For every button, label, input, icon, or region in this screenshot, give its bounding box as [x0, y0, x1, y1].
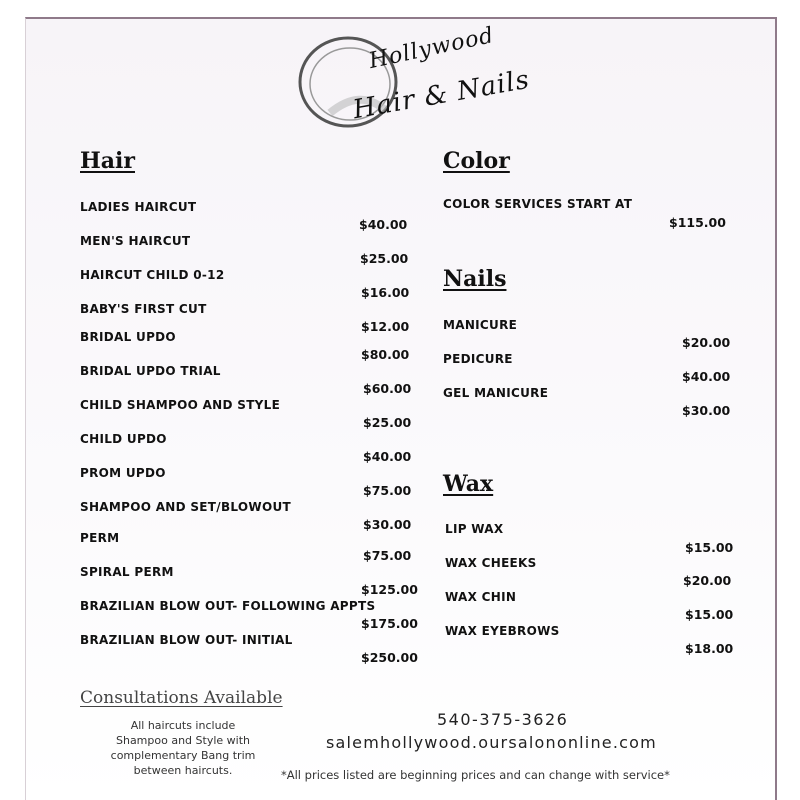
nails-heading: Nails — [443, 266, 507, 292]
haircut-note — [88, 718, 278, 778]
logo-line-1: Hollywood — [366, 23, 497, 74]
nails-service-price: $20.00 — [682, 335, 731, 350]
consultations-heading: Consultations Available — [80, 688, 283, 708]
hair-service-name: LADIES HAIRCUT — [80, 200, 197, 214]
color-service-name: COLOR SERVICES START AT — [443, 197, 633, 211]
wax-service-name: WAX EYEBROWS — [445, 624, 560, 638]
nails-service-name: MANICURE — [443, 318, 518, 332]
hair-service-price: $80.00 — [361, 347, 410, 362]
website-link[interactable]: salemhollywood.oursalononline.com — [326, 733, 657, 752]
wax-service-name: LIP WAX — [445, 522, 504, 536]
hair-service-name: BRAZILIAN BLOW OUT- INITIAL — [80, 633, 293, 647]
hair-service-name: CHILD SHAMPOO AND STYLE — [80, 398, 281, 412]
nails-service-name: GEL MANICURE — [443, 386, 549, 400]
wax-service-price: $18.00 — [685, 641, 734, 656]
hair-service-name: BRAZILIAN BLOW OUT- FOLLOWING APPTS — [80, 599, 376, 613]
hair-service-name: SHAMPOO AND SET/BLOWOUT — [80, 500, 291, 514]
hair-service-price: $30.00 — [363, 517, 412, 532]
hair-service-price: $60.00 — [363, 381, 412, 396]
wax-heading: Wax — [443, 471, 494, 497]
wax-service-price: $20.00 — [683, 573, 732, 588]
hair-service-price: $40.00 — [363, 449, 412, 464]
note-line: All haircuts include — [130, 719, 236, 732]
nails-service-price: $40.00 — [682, 369, 731, 384]
hair-service-price: $250.00 — [361, 650, 418, 665]
logo-line-2: Hair & Nails — [350, 64, 533, 126]
hair-service-name: PERM — [80, 531, 120, 545]
hair-service-price: $40.00 — [359, 217, 408, 232]
phone-number[interactable]: 540-375-3626 — [437, 710, 569, 729]
hair-service-price: $25.00 — [363, 415, 412, 430]
hair-service-price: $75.00 — [363, 483, 412, 498]
hair-service-name: CHILD UPDO — [80, 432, 167, 446]
wax-service-name: WAX CHIN — [445, 590, 517, 604]
hair-service-price: $16.00 — [361, 285, 410, 300]
hair-service-price: $125.00 — [361, 582, 418, 597]
hair-heading: Hair — [80, 148, 135, 174]
nails-service-price: $30.00 — [682, 403, 731, 418]
wax-service-price: $15.00 — [685, 540, 734, 555]
color-service-price: $115.00 — [669, 215, 726, 230]
wax-service-name: WAX CHEEKS — [445, 556, 537, 570]
hair-service-name: PROM UPDO — [80, 466, 166, 480]
hair-service-name: HAIRCUT CHILD 0-12 — [80, 268, 225, 282]
note-line: between haircuts. — [133, 764, 233, 777]
wax-service-price: $15.00 — [685, 607, 734, 622]
hair-service-name: SPIRAL PERM — [80, 565, 174, 579]
hair-service-price: $75.00 — [363, 548, 412, 563]
salon-logo — [290, 18, 533, 138]
hair-service-name: BRIDAL UPDO — [80, 330, 176, 344]
nails-service-name: PEDICURE — [443, 352, 513, 366]
note-line: complementary Bang trim — [110, 749, 256, 762]
hair-service-name: BABY'S FIRST CUT — [80, 302, 207, 316]
hair-service-name: MEN'S HAIRCUT — [80, 234, 191, 248]
color-heading: Color — [443, 148, 510, 174]
note-line: Shampoo and Style with — [115, 734, 250, 747]
hair-service-price: $12.00 — [361, 319, 410, 334]
hair-service-price: $175.00 — [361, 616, 418, 631]
hair-service-name: BRIDAL UPDO TRIAL — [80, 364, 221, 378]
hair-service-price: $25.00 — [360, 251, 409, 266]
price-disclaimer: *All prices listed are beginning prices and can change with service* — [281, 768, 670, 782]
